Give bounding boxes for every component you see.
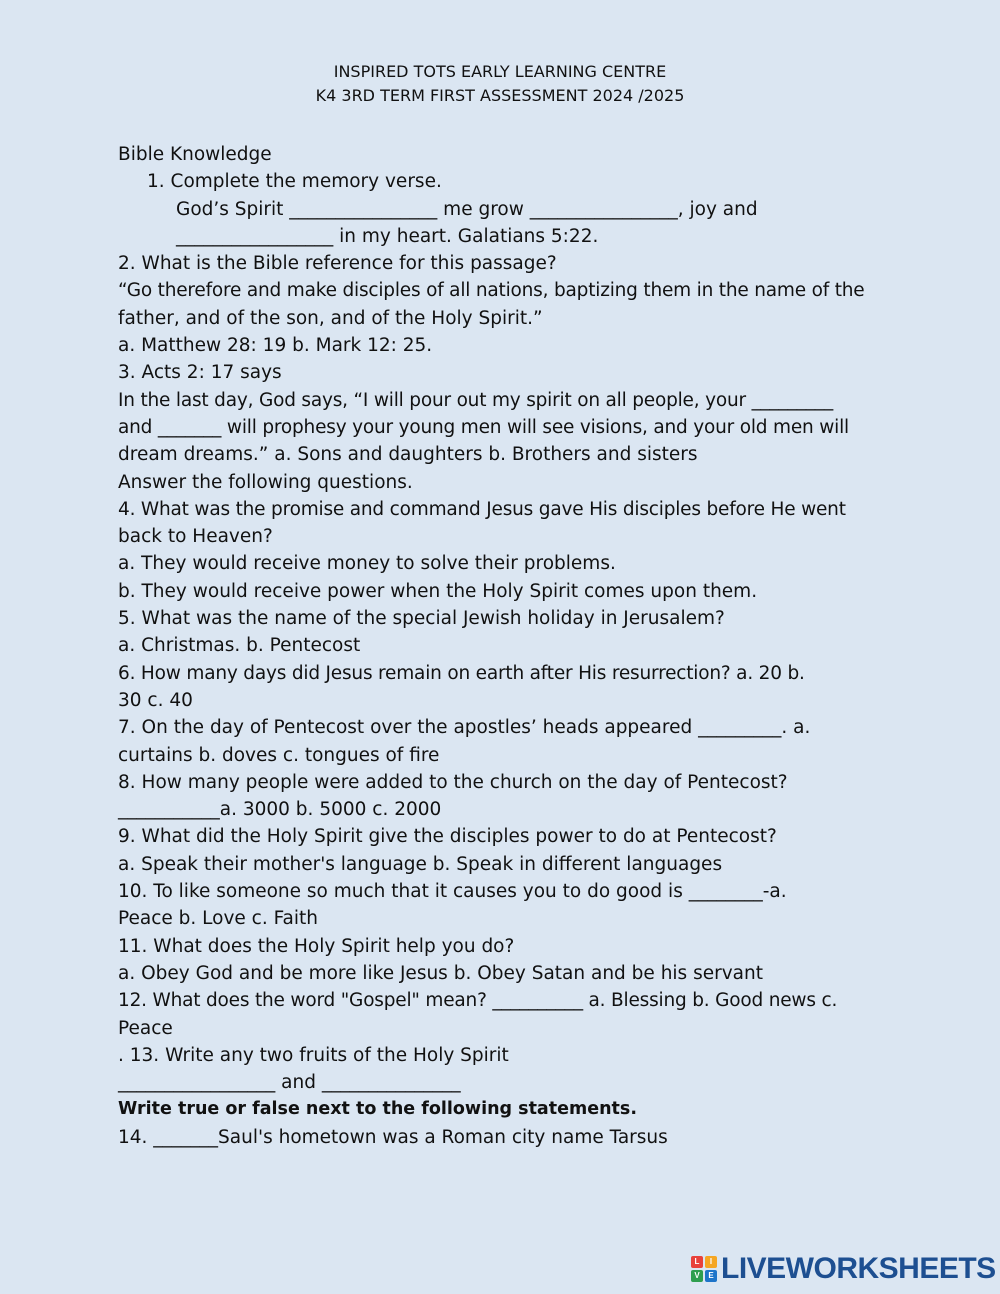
question-3-options: dream dreams.” a. Sons and daughters b. Brothers and sisters (118, 444, 698, 466)
question-7: 7. On the day of Pentecost over the apostles’ heads appeared _________. a. (118, 717, 811, 739)
question-4: 4. What was the promise and command Jesus gave His disciples before He went (118, 498, 846, 520)
question-4-cont: back to Heaven? (118, 526, 273, 548)
question-3-passage-line-2: and _______ will prophesy your young men will see visions, and your old men will (118, 416, 849, 438)
instructions: Answer the following questions. (118, 471, 413, 493)
question-5-options: a. Christmas. b. Pentecost (118, 635, 361, 657)
question-5: 5. What was the name of the special Jewish holiday in Jerusalem? (118, 608, 725, 630)
question-6: 6. How many days did Jesus remain on earth after His resurrection? a. 20 b. (118, 662, 805, 684)
question-3-passage-line-1: In the last day, God says, “I will pour out my spirit on all people, your _________ (118, 389, 834, 411)
logo-tile-e: E (705, 1270, 717, 1282)
school-name: INSPIRED TOTS EARLY LEARNING CENTRE (333, 62, 667, 81)
question-1-verse-line-1: God’s Spirit ________________ me grow ________________, joy and (176, 198, 758, 220)
logo-tile-l: L (691, 1256, 703, 1268)
section-title: Bible Knowledge (118, 144, 272, 165)
document-header (0, 60, 1000, 108)
question-12-options: Peace (118, 1017, 173, 1039)
question-2-options: a. Matthew 28: 19 b. Mark 12: 25. (118, 335, 433, 357)
question-4-option-b: b. They would receive power when the Holy Spirit comes upon them. (118, 580, 758, 602)
question-1-verse-line-2: _________________ in my heart. Galatians 5:22. (176, 225, 599, 247)
question-3: 3. Acts 2: 17 says (118, 362, 282, 384)
question-12: 12. What does the word "Gospel" mean? __________ a. Blessing b. Good news c. (118, 990, 838, 1012)
question-10: 10. To like someone so much that it causes you to do good is ________-a. (118, 881, 787, 903)
question-8: 8. How many people were added to the church on the day of Pentecost? (118, 771, 788, 793)
question-9-options: a. Speak their mother's language b. Speak in different languages (118, 853, 723, 875)
question-2-passage-line-1: “Go therefore and make disciples of all nations, baptizing them in the name of the (118, 280, 865, 302)
question-13: . 13. Write any two fruits of the Holy Spirit (118, 1044, 509, 1066)
question-10-options: Peace b. Love c. Faith (118, 908, 318, 930)
logo-tile-i: I (705, 1256, 717, 1268)
question-7-options: curtains b. doves c. tongues of fire (118, 744, 440, 766)
question-11: 11. What does the Holy Spirit help you do? (118, 935, 515, 957)
question-14: 14. _______Saul's hometown was a Roman city name Tarsus (118, 1126, 668, 1148)
brand-name: LIVEWORKSHEETS (721, 1252, 996, 1285)
question-2-passage-line-2: father, and of the son, and of the Holy Spirit.” (118, 307, 543, 329)
liveworksheets-brand (691, 1253, 996, 1285)
question-8-options: ___________a. 3000 b. 5000 c. 2000 (118, 799, 442, 821)
question-11-options: a. Obey God and be more like Jesus b. Obey Satan and be his servant (118, 962, 763, 984)
liveworksheets-logo-icon (691, 1256, 717, 1282)
true-false-instructions: Write true or false next to the following statements. (118, 1099, 637, 1120)
logo-tile-v: V (691, 1270, 703, 1282)
question-4-option-a: a. They would receive money to solve their problems. (118, 553, 616, 575)
assessment-title: K4 3RD TERM FIRST ASSESSMENT 2024 /2025 (315, 86, 685, 105)
question-1: 1. Complete the memory verse. (147, 171, 442, 193)
question-13-blanks: _________________ and _______________ (118, 1072, 461, 1094)
question-9: 9. What did the Holy Spirit give the disciples power to do at Pentecost? (118, 826, 777, 848)
question-6-options: 30 c. 40 (118, 689, 193, 711)
worksheet-body (118, 141, 888, 1151)
question-2: 2. What is the Bible reference for this passage? (118, 253, 557, 275)
